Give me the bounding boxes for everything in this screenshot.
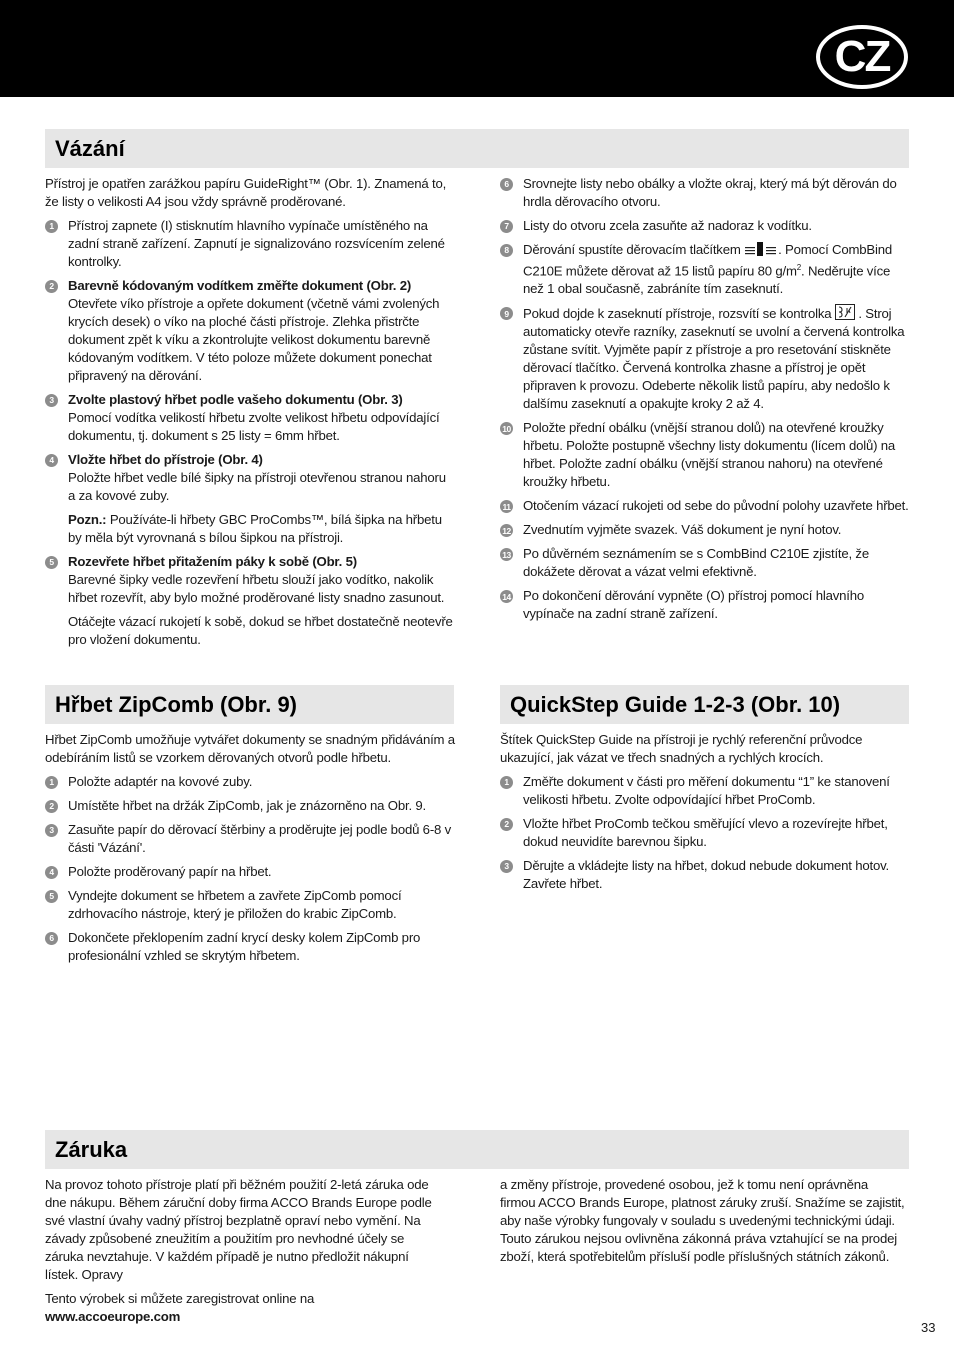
list-item: 14 Po dokončení děrování vypněte (O) přístroj pomocí hlavního vypínače na zadní straně zařízení.: [500, 587, 910, 623]
language-badge: CZ: [816, 25, 908, 89]
list-item: 1 Přístroj zapnete (I) stisknutím hlavního vypínače umístěného na zadní straně zařízení. Zapnutí je signalizováno rozsvícením zelené kontrolky.: [45, 217, 455, 271]
list-item: 3 Zasuňte papír do děrovací štěrbiny a proděrujte jej podle bodů 6-8 v části 'Vázání'.: [45, 821, 455, 857]
step-number: 3: [45, 394, 58, 407]
quickstep-column: [500, 731, 910, 899]
step-number: 4: [45, 866, 58, 879]
step-number: 1: [45, 776, 58, 789]
top-bar: [0, 0, 954, 97]
step-number: 14: [500, 590, 513, 603]
jam-indicator-icon: [835, 304, 855, 320]
step-number: 5: [45, 556, 58, 569]
list-item: 2 Vložte hřbet ProComb tečkou směřující vlevo a rozevírejte hřbet, dokud neuvidíte barevnou šipku.: [500, 815, 910, 851]
register-line: Tento výrobek si můžete zaregistrovat online na www.accoeurope.com: [45, 1291, 315, 1324]
step-number: 6: [500, 178, 513, 191]
warranty-text-right: a změny přístroje, provedené osobou, jež k tomu není oprávněna firmou ACCO Brands Europe, platnost záruky zruší. Snažíme se zajistit, aby naše výrobky fungovaly v souladu s uvedenými technickými údaji. Touto zárukou nejsou ovlivněna zákonná práva vztahující se na prodej zboží, která spotřebitelům přísluší podle příslušných státních zákonů.: [500, 1177, 905, 1264]
step-number: 1: [500, 776, 513, 789]
step-number: 2: [45, 800, 58, 813]
list-item: 1 Položte adaptér na kovové zuby.: [45, 773, 455, 791]
step-number: 2: [500, 818, 513, 831]
step-number: 2: [45, 280, 58, 293]
step-number: 9: [500, 307, 513, 320]
list-item: 3 Děrujte a vkládejte listy na hřbet, dokud nebude dokument hotov. Zavřete hřbet.: [500, 857, 910, 893]
list-item: 5 Vyndejte dokument se hřbetem a zavřete ZipComb pomocí zdrhovacího nástroje, který je přiložen do krabic ZipComb.: [45, 887, 455, 923]
page-number: 33: [921, 1320, 936, 1335]
punch-button-icon: [744, 242, 778, 256]
list-item: 6 Dokončete překlopením zadní krycí desky kolem ZipComb pro profesionální vzhled se skrytým hřbetem.: [45, 929, 455, 965]
step-number: 3: [500, 860, 513, 873]
step-number: 4: [45, 454, 58, 467]
section-title-vazani: Vázání: [45, 129, 909, 168]
vazani-intro: Přístroj je opatřen zarážkou papíru GuideRight™ (Obr. 1). Znamená to, že listy o velikosti A4 jsou vždy správně proděrované.: [45, 176, 447, 209]
zipcomb-intro: Hřbet ZipComb umožňuje vytvářet dokumenty se snadným přidáváním a odebíráním listů se vzorkem děrovaných otvorů podle hřbetu.: [45, 732, 455, 765]
zaruka-right-column: [500, 1176, 905, 1272]
list-item: 5 Rozevřete hřbet přitažením páky k sobě (Obr. 5) Barevné šipky vedle rozevření hřbetu slouží jako vodítko, nakolik hřbet rozevřít, aby bylo možné proděrované listy snadno zasunout. Otáčejte vázací rukojetí k sobě, dokud se hřbet dostatečně neotevře pro vložení dokumentu.: [45, 553, 455, 649]
vazani-right-column: [500, 175, 910, 629]
list-item: 6 Srovnejte listy nebo obálky a vložte okraj, který má být děrován do hrdla děrovacího otvoru.: [500, 175, 910, 211]
list-item: 2 Umístěte hřbet na držák ZipComb, jak je znázorněno na Obr. 9.: [45, 797, 455, 815]
note: Pozn.: Používáte-li hřbety GBC ProCombs™, bílá šipka na hřbetu by měla být vyrovnaná s bílou šipkou na přístroji.: [68, 512, 442, 545]
step-number: 3: [45, 824, 58, 837]
step-number: 1: [45, 220, 58, 233]
section-title-quickstep: QuickStep Guide 1-2-3 (Obr. 10): [500, 685, 909, 724]
section-title-zipcomb: Hřbet ZipComb (Obr. 9): [45, 685, 454, 724]
list-item: 7 Listy do otvoru zcela zasuňte až nadoraz k vodítku.: [500, 217, 910, 235]
section-title-zaruka: Záruka: [45, 1130, 909, 1169]
list-item: 11 Otočením vázací rukojeti od sebe do původní polohy uzavřete hřbet.: [500, 497, 910, 515]
list-item: 10 Položte přední obálku (vnější stranou dolů) na otevřené kroužky hřbetu. Položte postupně všechny listy dokumentu (lícem dolů) na hřbet. Položte zadní obálku (vnější stranou nahoru) na otevřené kroužky hřbetu.: [500, 419, 910, 491]
step-number: 6: [45, 932, 58, 945]
list-item: 8 Děrování spustíte děrovacím tlačítkem . Pomocí CombBind C210E můžete děrovat až 15 listů papíru 80 $g/m^2$. Neděrujte více než 1 obal současně, zabráníte tím zaseknutí.: [500, 241, 910, 298]
zipcomb-column: [45, 731, 455, 971]
list-item: 13 Po důvěrném seznámením se s CombBind C210E zjistíte, že dokážete děrovat a vázat velmi efektivně.: [500, 545, 910, 581]
vazani-left-column: [45, 175, 455, 655]
quickstep-intro: Štítek QuickStep Guide na přístroji je rychlý referenční průvodce ukazující, jak vázat ve třech snadných a rychlých krocích.: [500, 732, 863, 765]
list-item: 4 Položte proděrovaný papír na hřbet.: [45, 863, 455, 881]
step-number: 11: [500, 500, 513, 513]
list-item: 3 Zvolte plastový hřbet podle vašeho dokumentu (Obr. 3) Pomocí vodítka velikostí hřbetu zvolte velikost hřbetu odpovídající dokumentu, tj. dokument s 25 listy = 6mm hřbet.: [45, 391, 455, 445]
step-number: 13: [500, 548, 513, 561]
step-number: 12: [500, 524, 513, 537]
list-item: 4 Vložte hřbet do přístroje (Obr. 4) Položte hřbet vedle bílé šipky na přístroji otevřenou stranou nahoru a za kovové zuby. Pozn.: Používáte-li hřbety GBC ProCombs™, bílá šipka na hřbetu by měla být vyrovnaná s bílou šipkou na přístroji.: [45, 451, 455, 547]
step-number: 8: [500, 244, 513, 257]
list-item: 1 Změřte dokument v části pro měření dokumentu “1” ke stanovení velikosti hřbetu. Zvolte odpovídající hřbet ProComb.: [500, 773, 910, 809]
list-item: 2 Barevně kódovaným vodítkem změřte dokument (Obr. 2) Otevřete víko přístroje a opřete dokument (včetně vámi zvolených krycích desek) o víko na ploché části přístroje. Zlehka přistrčte dokument zpět k víku a zkontrolujte velikost dokumentu barevně kódovaným vodítkem. V této poloze můžete dokument ponechat připravený na děrování.: [45, 277, 455, 385]
zaruka-left-column: [45, 1176, 445, 1332]
list-item: 9 Pokud dojde k zaseknutí přístroje, rozsvítí se kontrolka . Stroj automaticky otevře razníky, zaseknutí se uvolní a červená kontrolka zůstane svítit. Vyjměte papír z přístroje a pro resetování stiskněte děrovací tlačítko. Červená kontrolka zhasne a přístroj je opět připraven k provozu. Odeberte několik listů papíru, aby nedošlo k dalšímu zaseknutí a opakujte kroky 2 až 4.: [500, 304, 910, 413]
warranty-text-left: Na provoz tohoto přístroje platí při běžném použití 2-letá záruka ode dne nákupu. Během záruční doby firma ACCO Brands Europe podle své vlastní úvahy vadný přístroj bezplatně opraví nebo vymění. Na závady způsobené zneužitím a použitím pro nevhodné účely se záruka nevztahuje. V každém případě je nutno předložit nákupní lístek. Opravy: [45, 1177, 432, 1282]
step-number: 7: [500, 220, 513, 233]
list-item: 12 Zvednutím vyjměte svazek. Váš dokument je nyní hotov.: [500, 521, 910, 539]
step-number: 10: [500, 422, 513, 435]
step-number: 5: [45, 890, 58, 903]
register-link[interactable]: www.accoeurope.com: [45, 1309, 181, 1324]
